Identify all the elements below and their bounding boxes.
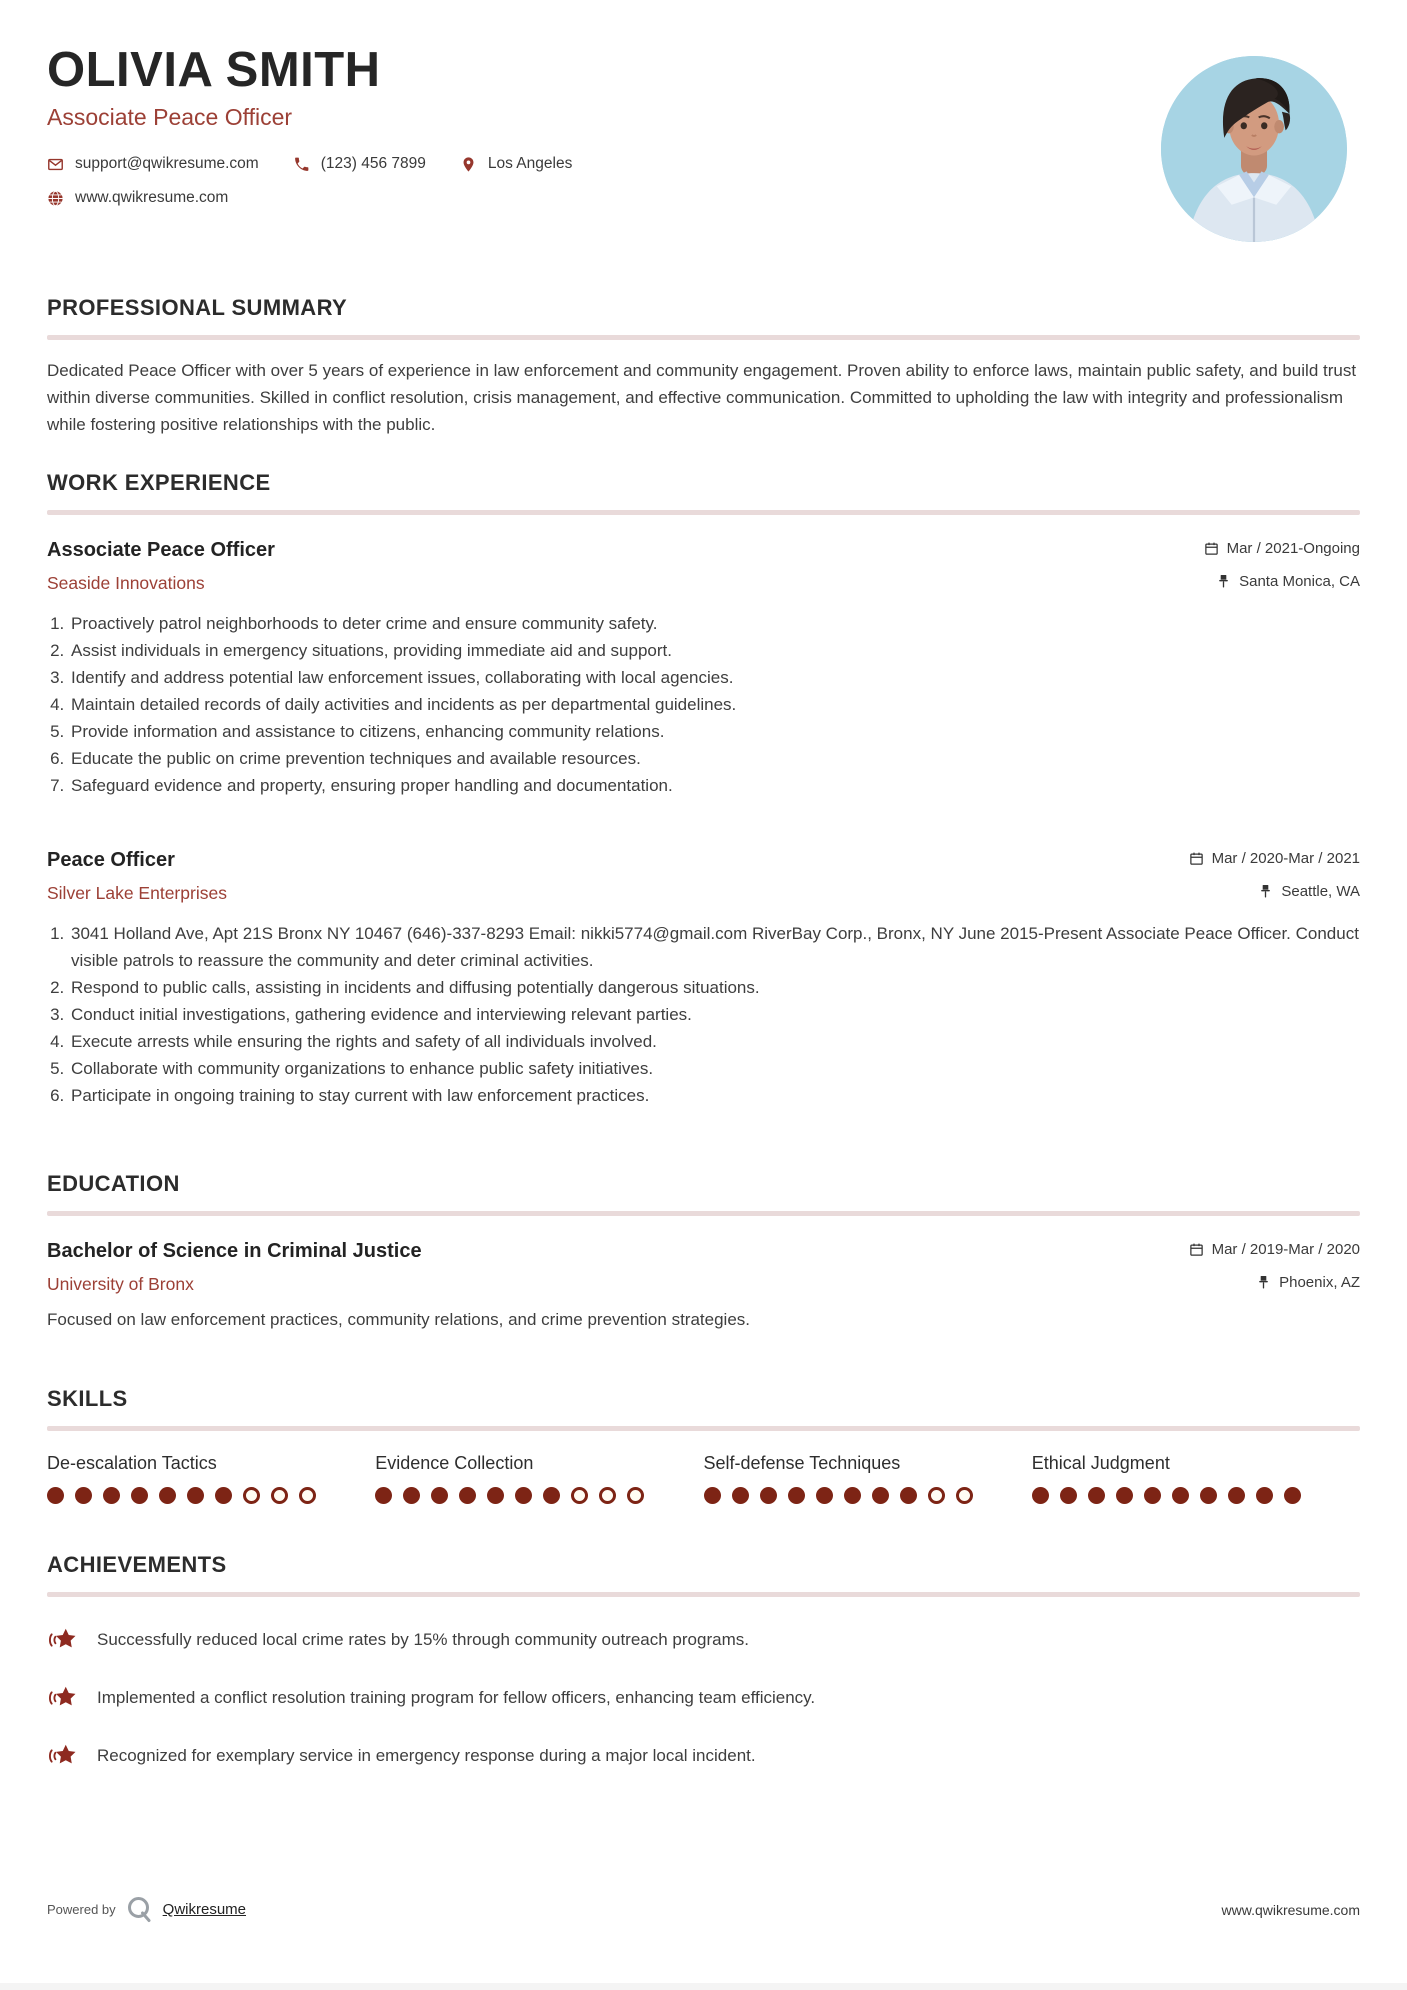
skill-dot-filled bbox=[103, 1487, 120, 1504]
contact-email bbox=[47, 155, 259, 173]
skill-dot-filled bbox=[704, 1487, 721, 1504]
skill-dot-filled bbox=[1200, 1487, 1217, 1504]
skill-dot-empty bbox=[599, 1487, 616, 1504]
calendar-icon bbox=[1189, 1242, 1204, 1257]
achievements-heading: ACHIEVEMENTS bbox=[47, 1552, 227, 1577]
job-location-text: Seattle, WA bbox=[1281, 883, 1360, 900]
skill-dot-filled bbox=[375, 1487, 392, 1504]
job-bullet: 6. Educate the public on crime prevention techniques and available resources. bbox=[69, 745, 1360, 772]
globe-icon bbox=[47, 190, 64, 207]
qwikresume-link[interactable]: Qwikresume bbox=[162, 1901, 247, 1918]
phone-text: (123) 456 7899 bbox=[320, 155, 426, 172]
footer-website: www.qwikresume.com bbox=[1221, 1901, 1360, 1918]
achievement-text: Successfully reduced local crime rates by 15% through community outreach programs. bbox=[97, 1630, 749, 1649]
section-divider bbox=[47, 335, 1360, 340]
skill-dot-filled bbox=[403, 1487, 420, 1504]
degree-title: Bachelor of Science in Criminal Justice bbox=[47, 1240, 422, 1262]
achievement-item bbox=[47, 1741, 1360, 1771]
school-name: University of Bronx bbox=[47, 1274, 194, 1294]
skills-heading: SKILLS bbox=[47, 1386, 128, 1411]
skill-item bbox=[704, 1453, 1032, 1504]
skill-name: Self-defense Techniques bbox=[703, 1453, 901, 1473]
education-dates-text: Mar / 2019-Mar / 2020 bbox=[1211, 1241, 1360, 1258]
achievement-text: Recognized for exemplary service in emergency response during a major local incident. bbox=[97, 1746, 756, 1765]
job-bullet: 6. Participate in ongoing training to stay current with law enforcement practices. bbox=[69, 1082, 1360, 1109]
powered-by-block bbox=[47, 1896, 246, 1923]
skill-rating-dots bbox=[1032, 1487, 1360, 1504]
section-education bbox=[47, 1171, 1360, 1330]
job-bullet-list bbox=[49, 920, 1360, 1109]
summary-text: Dedicated Peace Officer with over 5 years of experience in law enforcement and community engagement. Proven ability to enforce laws, maintain public safety, and build trust within diverse communities. Skilled in conflict resolution, crisis management, and effective communication. Committed to upholding the law with integrity and professionalism while fostering positive relationships with the public. bbox=[47, 361, 1357, 434]
skill-name: De-escalation Tactics bbox=[47, 1453, 217, 1473]
job-bullet: 5. Collaborate with community organizations to enhance public safety initiatives. bbox=[69, 1055, 1360, 1082]
job-title: Peace Officer bbox=[47, 849, 175, 871]
person-name: OLIVIA SMITH bbox=[47, 43, 381, 97]
bottom-strip bbox=[0, 1983, 1407, 1990]
section-divider bbox=[47, 1211, 1360, 1216]
skill-dot-filled bbox=[1256, 1487, 1273, 1504]
skill-dot-filled bbox=[187, 1487, 204, 1504]
skill-dot-filled bbox=[459, 1487, 476, 1504]
achievement-item bbox=[47, 1683, 1360, 1713]
mail-icon bbox=[47, 156, 64, 173]
work-heading: WORK EXPERIENCE bbox=[47, 470, 271, 495]
summary-heading: PROFESSIONAL SUMMARY bbox=[47, 295, 348, 320]
pushpin-icon bbox=[1256, 1275, 1271, 1290]
education-description: Focused on law enforcement practices, community relations, and crime prevention strategies. bbox=[47, 1310, 750, 1329]
skill-dot-filled bbox=[1060, 1487, 1077, 1504]
job-entry bbox=[47, 539, 1360, 799]
skill-dot-filled bbox=[760, 1487, 777, 1504]
website-text: www.qwikresume.com bbox=[75, 189, 229, 206]
skill-dot-filled bbox=[1088, 1487, 1105, 1504]
skill-dot-filled bbox=[215, 1487, 232, 1504]
job-dates-text: Mar / 2020-Mar / 2021 bbox=[1211, 850, 1360, 867]
skill-dot-filled bbox=[131, 1487, 148, 1504]
skill-dot-filled bbox=[1284, 1487, 1301, 1504]
achievements-list bbox=[47, 1625, 1360, 1771]
skill-dot-filled bbox=[788, 1487, 805, 1504]
job-bullet: 7. Safeguard evidence and property, ensuring proper handling and documentation. bbox=[69, 772, 1360, 799]
email-text: support@qwikresume.com bbox=[75, 155, 259, 172]
contact-website bbox=[47, 189, 228, 207]
skill-item bbox=[1032, 1453, 1360, 1504]
job-location bbox=[1258, 883, 1360, 900]
job-company: Seaside Innovations bbox=[47, 573, 205, 593]
section-divider bbox=[47, 510, 1360, 515]
contact-phone bbox=[293, 155, 426, 173]
star-badge-icon bbox=[47, 1683, 77, 1713]
map-pin-icon bbox=[460, 156, 477, 173]
skill-dot-empty bbox=[299, 1487, 316, 1504]
skill-rating-dots bbox=[47, 1487, 375, 1504]
skill-dot-empty bbox=[627, 1487, 644, 1504]
skill-rating-dots bbox=[704, 1487, 1032, 1504]
job-title: Associate Peace Officer bbox=[47, 539, 275, 561]
pushpin-icon bbox=[1216, 574, 1231, 589]
section-professional-summary bbox=[47, 295, 1360, 438]
education-dates bbox=[1189, 1241, 1360, 1258]
skill-dot-filled bbox=[515, 1487, 532, 1504]
skill-dot-filled bbox=[900, 1487, 917, 1504]
achievement-item bbox=[47, 1625, 1360, 1655]
education-location bbox=[1256, 1274, 1360, 1291]
skills-grid bbox=[47, 1453, 1360, 1504]
skill-dot-filled bbox=[487, 1487, 504, 1504]
skill-dot-empty bbox=[243, 1487, 260, 1504]
job-bullet: 2. Assist individuals in emergency situations, providing immediate aid and support. bbox=[69, 637, 1360, 664]
achievement-text: Implemented a conflict resolution training program for fellow officers, enhancing team efficiency. bbox=[97, 1688, 816, 1707]
education-entry bbox=[47, 1240, 1360, 1330]
skill-dot-filled bbox=[75, 1487, 92, 1504]
job-bullet: 4. Execute arrests while ensuring the rights and safety of all individuals involved. bbox=[69, 1028, 1360, 1055]
section-divider bbox=[47, 1426, 1360, 1431]
profile-photo bbox=[1161, 56, 1347, 242]
skill-dot-filled bbox=[1116, 1487, 1133, 1504]
job-location bbox=[1216, 573, 1360, 590]
skill-item bbox=[47, 1453, 375, 1504]
skill-dot-empty bbox=[271, 1487, 288, 1504]
skill-dot-filled bbox=[431, 1487, 448, 1504]
avatar-illustration bbox=[1161, 56, 1347, 242]
contact-location bbox=[460, 155, 572, 173]
job-location-text: Santa Monica, CA bbox=[1239, 573, 1360, 590]
skill-dot-filled bbox=[543, 1487, 560, 1504]
star-badge-icon bbox=[47, 1625, 77, 1655]
skill-dot-filled bbox=[1144, 1487, 1161, 1504]
phone-icon bbox=[293, 156, 310, 173]
education-heading: EDUCATION bbox=[47, 1171, 180, 1196]
job-bullet: 3. Conduct initial investigations, gathering evidence and interviewing relevant parties. bbox=[69, 1001, 1360, 1028]
calendar-icon bbox=[1204, 541, 1219, 556]
section-achievements bbox=[47, 1552, 1360, 1771]
job-bullet: 1. 3041 Holland Ave, Apt 21S Bronx NY 10467 (646)-337-8293 Email: nikki5774@gmail.com RiverBay Corp., Bronx, NY June 2015-Present Associate Peace Officer. Conduct visible patrols to reassure the community and deter criminal activities. bbox=[69, 920, 1360, 974]
powered-by-label: Powered by bbox=[47, 1902, 116, 1917]
job-bullet: 1. Proactively patrol neighborhoods to deter crime and ensure community safety. bbox=[69, 610, 1360, 637]
section-skills bbox=[47, 1386, 1360, 1504]
skill-dot-empty bbox=[956, 1487, 973, 1504]
location-text: Los Angeles bbox=[487, 155, 573, 172]
job-dates bbox=[1204, 540, 1360, 557]
skill-dot-filled bbox=[47, 1487, 64, 1504]
skill-dot-filled bbox=[816, 1487, 833, 1504]
job-dates-text: Mar / 2021-Ongoing bbox=[1226, 540, 1360, 557]
skill-dot-empty bbox=[571, 1487, 588, 1504]
job-bullet: 4. Maintain detailed records of daily activities and incidents as per departmental guidelines. bbox=[69, 691, 1360, 718]
skill-dot-filled bbox=[1228, 1487, 1245, 1504]
skill-name: Ethical Judgment bbox=[1031, 1453, 1170, 1473]
job-company: Silver Lake Enterprises bbox=[47, 883, 227, 903]
skill-dot-filled bbox=[1032, 1487, 1049, 1504]
job-bullet: 2. Respond to public calls, assisting in incidents and diffusing potentially dangerous situations. bbox=[69, 974, 1360, 1001]
job-bullet: 5. Provide information and assistance to citizens, enhancing community relations. bbox=[69, 718, 1360, 745]
education-location-text: Phoenix, AZ bbox=[1279, 1274, 1360, 1291]
skill-dot-filled bbox=[159, 1487, 176, 1504]
calendar-icon bbox=[1189, 851, 1204, 866]
job-entry bbox=[47, 849, 1360, 1109]
job-bullet-list bbox=[49, 610, 1360, 799]
skill-name: Evidence Collection bbox=[375, 1453, 534, 1473]
job-dates bbox=[1189, 850, 1360, 867]
section-divider bbox=[47, 1592, 1360, 1597]
skill-dot-empty bbox=[928, 1487, 945, 1504]
skill-dot-filled bbox=[1172, 1487, 1189, 1504]
person-job-title: Associate Peace Officer bbox=[47, 104, 293, 130]
skill-rating-dots bbox=[375, 1487, 703, 1504]
pushpin-icon bbox=[1258, 884, 1273, 899]
skill-dot-filled bbox=[732, 1487, 749, 1504]
qwikresume-logo-icon bbox=[126, 1896, 153, 1923]
section-work-experience bbox=[47, 470, 1360, 1109]
star-badge-icon bbox=[47, 1741, 77, 1771]
skill-dot-filled bbox=[844, 1487, 861, 1504]
skill-dot-filled bbox=[872, 1487, 889, 1504]
skill-item bbox=[375, 1453, 703, 1504]
page-footer bbox=[47, 1896, 1360, 1923]
job-bullet: 3. Identify and address potential law enforcement issues, collaborating with local agencies. bbox=[69, 664, 1360, 691]
